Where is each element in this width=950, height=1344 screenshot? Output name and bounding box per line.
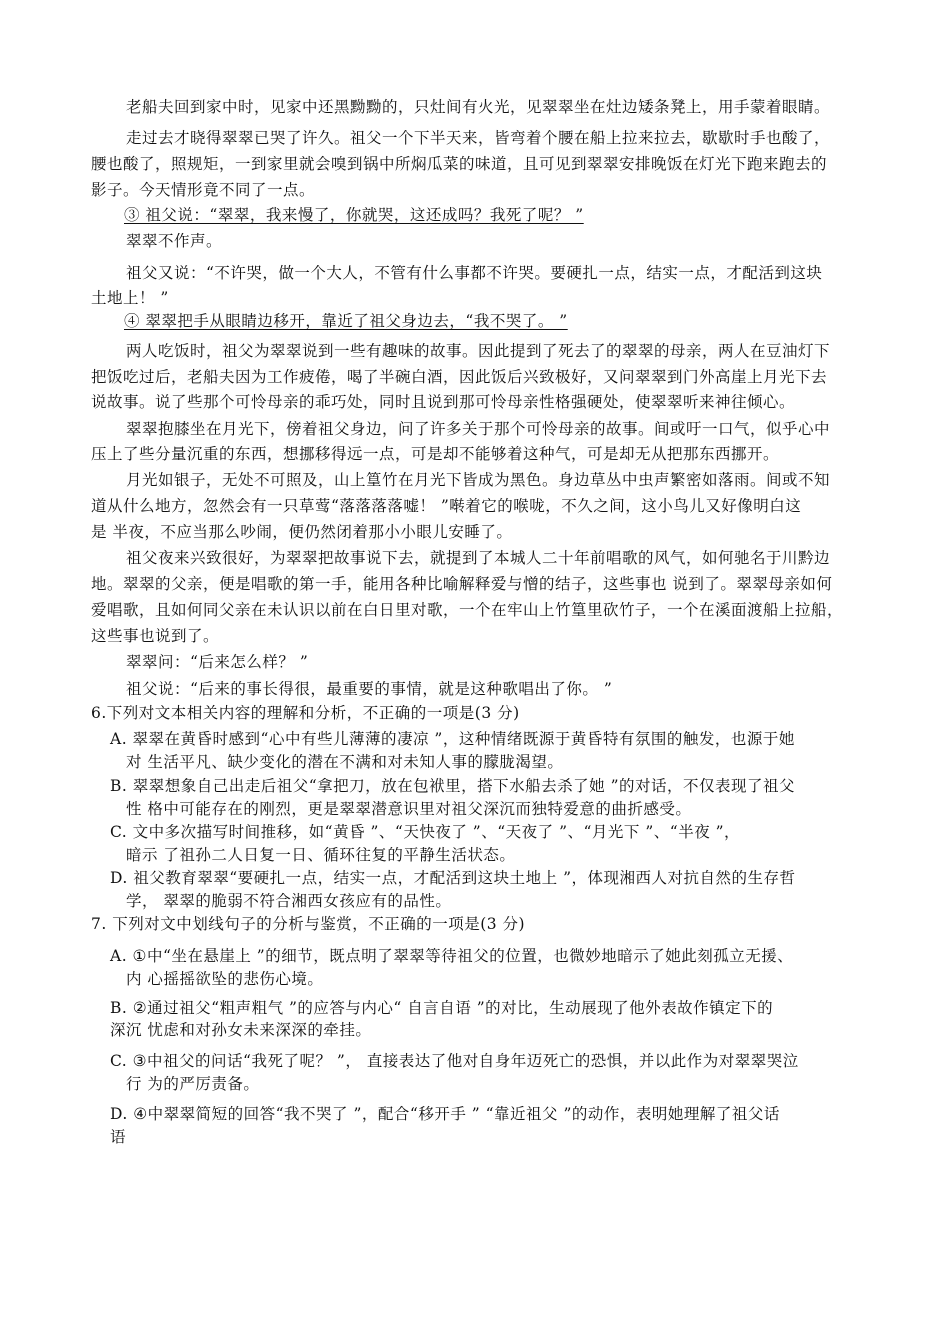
passage-line: 走过去才晓得翠翠已哭了许久。祖父一个下半天来，皆弯着个腰在船上拉来拉去，歇歇时手也酸了，	[126, 129, 831, 147]
q6-option-b: B. 翠翠想象自己出走后祖父“拿把刀，放在包袱里，搭下水船去杀了她 ”的对话，不仅表现了祖父	[110, 777, 796, 795]
q7-option-d: D. ④中翠翠简短的回答“我不哭了 ”，配合“移开手 ” “靠近祖父 ”的动作，表明她理解了祖父话	[110, 1105, 780, 1123]
q7-option-b: B. ②通过祖父“粗声粗气 ”的应答与内心“ 自言自语 ”的对比，生动展现了他外表故作镇定下的	[110, 999, 774, 1017]
passage-line: 这些事也说到了。	[91, 627, 220, 645]
q7-option-c: C. ③中祖父的问话“我死了呢？ ”， 直接表达了他对自身年迈死亡的恐惧，并以此作为对翠翠哭泣	[110, 1052, 799, 1070]
passage-line: 祖父夜来兴致很好，为翠翠把故事说下去，就提到了本城人二十年前唱歌的风气，如何驰名于川黔边	[126, 549, 831, 567]
passage-line: 说故事。说了些那个可怜母亲的乖巧处，同时且说到那可怜母亲性格强硬处，使翠翠听来神往倾心。	[91, 393, 796, 411]
passage-line: 是 半夜，不应当那么吵闹，便仍然闭着那小小眼儿安睡了。	[91, 523, 513, 541]
question-7-stem: 7. 下列对文中划线句子的分析与鉴赏，不正确的一项是(3 分)	[91, 915, 526, 933]
q6-option-d-cont: 学， 翠翠的脆弱不符合湘西女孩应有的品性。	[126, 892, 452, 910]
q6-option-c-cont: 暗示 了祖孙二人日复一日、循环往复的平静生活状态。	[126, 846, 516, 864]
q7-option-a-cont: 内 心摇摇欲坠的悲伤心境。	[126, 970, 324, 988]
passage-line: 翠翠问：“后来怎么样？ ”	[126, 653, 309, 671]
underlined-sentence-3: ③ 祖父说：“翠翠，我来慢了，你就哭，这还成吗？我死了呢？ ”	[124, 206, 584, 224]
underlined-sentence-4: ④ 翠翠把手从眼睛边移开，靠近了祖父身边去，“我不哭了。 ”	[124, 312, 568, 330]
passage-line: 翠翠抱膝坐在月光下，傍着祖父身边，问了许多关于那个可怜母亲的故事。间或吁一口气，似乎心中	[126, 420, 831, 438]
passage-line: 爱唱歌，且如何同父亲在未认识以前在白日里对歌，一个在牢山上竹篁里砍竹子，一个在溪面渡船上拉船，	[91, 601, 844, 619]
passage-line: 地。翠翠的父亲，便是唱歌的第一手，能用各种比喻解释爱与憎的结子，这些事也 说到了。翠翠母亲如何	[91, 575, 833, 593]
q7-option-b-cont: 深沉 忧虑和对孙女未来深深的牵挂。	[110, 1021, 372, 1039]
q7-option-d-cont: 语	[110, 1128, 127, 1146]
question-6-stem: 6.下列对文本相关内容的理解和分析，不正确的一项是(3 分)	[91, 704, 520, 722]
passage-line: 道从什么地方，忽然会有一只草莺“落落落落嘘！ ”啭着它的喉咙，不久之间，这小鸟儿又好像明白这	[91, 497, 802, 515]
q6-option-b-cont: 性 格中可能存在的刚烈，更是翠翠潜意识里对祖父深沉而独特爱意的曲折感受。	[126, 800, 692, 818]
q7-option-c-cont: 行 为的严厉责备。	[126, 1075, 260, 1093]
passage-line: 祖父又说：“不许哭，做一个大人，不管有什么事都不许哭。要硬扎一点，结实一点，才配活到这块	[126, 264, 823, 282]
passage-line: 土地上！ ”	[91, 289, 169, 307]
passage-line: 把饭吃过后，老船夫因为工作疲倦，喝了半碗白酒，因此饭后兴致极好，又问翠翠到门外高崖上月光下去	[91, 368, 828, 386]
passage-line: 翠翠不作声。	[126, 232, 223, 250]
q6-option-a: A. 翠翠在黄昏时感到“心中有些儿薄薄的凄凉 ”，这种情绪既源于黄昏特有氛围的触发，也源于她	[110, 730, 795, 748]
passage-line: 老船夫回到家中时，见家中还黑黝黝的，只灶间有火光，见翠翠坐在灶边矮条凳上，用手蒙着眼睛。	[126, 98, 831, 116]
q6-option-a-cont: 对 生活平凡、缺少变化的潜在不满和对未知人事的朦胧渴望。	[126, 753, 564, 771]
q7-option-a: A. ①中“坐在悬崖上 ”的细节，既点明了翠翠等待祖父的位置，也微妙地暗示了她此刻孤立无援、	[110, 947, 794, 965]
passage-line: 祖父说：“后来的事长得很，最重要的事情，就是这种歌唱出了你。 ”	[126, 680, 613, 698]
passage-line: 影子。今天情形竟不同了一点。	[91, 181, 316, 199]
passage-line: 腰也酸了，照规矩，一到家里就会嗅到锅中所焖瓜菜的味道，且可见到翠翠安排晚饭在灯光下跑来跑去的	[91, 155, 828, 173]
passage-line: 月光如银子，无处不可照及，山上篁竹在月光下皆成为黑色。身边草丛中虫声繁密如落雨。间或不知	[126, 471, 831, 489]
q6-option-c: C. 文中多次描写时间推移，如“黄昏 ”、“天快夜了 ”、“天夜了 ”、“月光下 ”、“半夜 ”，	[110, 823, 741, 841]
passage-line: 压上了些分量沉重的东西，想挪移得远一点，可是却不能够着这种气，可是却无从把那东西挪开。	[91, 445, 780, 463]
q6-option-d: D. 祖父教育翠翠“要硬扎一点，结实一点，才配活到这块土地上 ”，体现湘西人对抗自然的生存哲	[110, 869, 796, 887]
passage-line: 两人吃饭时，祖父为翠翠说到一些有趣味的故事。因此提到了死去了的翠翠的母亲，两人在豆油灯下	[126, 342, 831, 360]
